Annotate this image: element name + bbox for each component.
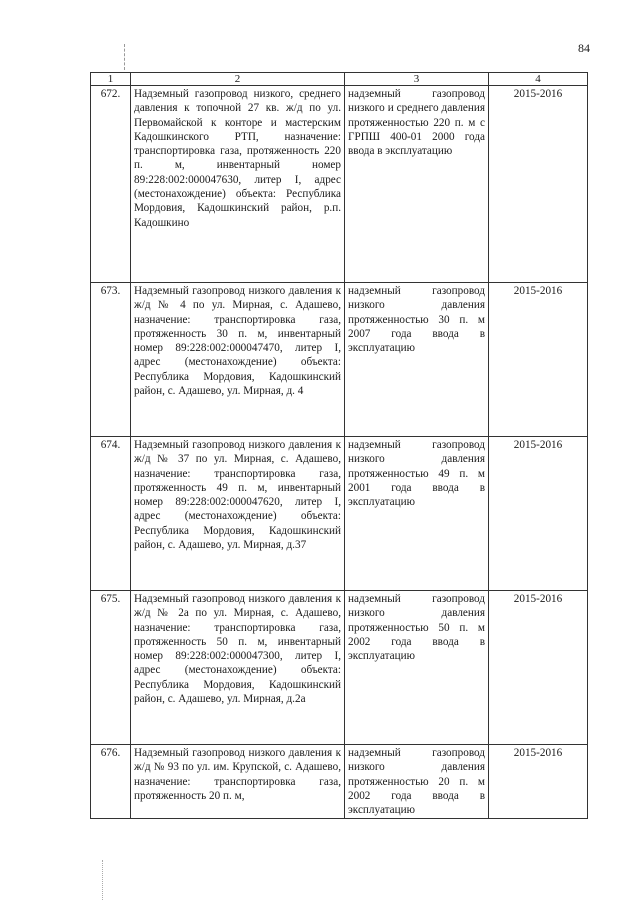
object-description: Надземный газопровод низкого давления к ж/д № 37 по ул. Мирная, с. Адашево, назначение: транспортировка газа, протяженность 49 п. м, инвентарный номер 89:228:002:000047620, литер I, адрес (местонахождение) объекта: Республика Мордовия, Кадошкинский район, с. Адашево, ул. Мирная, д.37 [131, 437, 345, 591]
period: 2015-2016 [489, 86, 588, 283]
column-header-2: 2 [131, 73, 345, 86]
period: 2015-2016 [489, 283, 588, 437]
table-row [91, 591, 588, 745]
table-row [91, 283, 588, 437]
object-characteristics: надземный газопровод низкого давления протяженностью 20 п. м 2002 года ввода в эксплуатацию [345, 745, 489, 819]
page-number: 84 [578, 41, 590, 55]
table-row [91, 86, 588, 283]
row-number: 676. [91, 745, 131, 819]
column-header-4: 4 [489, 73, 588, 86]
scan-margin-mark [124, 44, 126, 70]
object-characteristics: надземный газопровод низкого давления протяженностью 49 п. м 2001 года ввода в эксплуатацию [345, 437, 489, 591]
object-characteristics: надземный газопровод низкого и среднего давления протяженностью 220 п. м с ГРПШ 400-01 2000 года ввода в эксплуатацию [345, 86, 489, 283]
row-number: 675. [91, 591, 131, 745]
column-header-3: 3 [345, 73, 489, 86]
row-number: 672. [91, 86, 131, 283]
object-characteristics: надземный газопровод низкого давления протяженностью 50 п. м 2002 года ввода в эксплуатацию [345, 591, 489, 745]
row-number: 673. [91, 283, 131, 437]
object-description: Надземный газопровод низкого, среднего давления к топочной 27 кв. ж/д по ул. Первомайской к конторе и мастерским Кадошкинского РТП, назначение: транспортировка газа, протяженность 220 п. м, инвентарный номер 89:228:002:000047630, литер I, адрес (местонахождение) объекта: Республика Мордовия, Кадошкинский район, р.п. Кадошкино [131, 86, 345, 283]
row-number: 674. [91, 437, 131, 591]
period: 2015-2016 [489, 437, 588, 591]
object-description: Надземный газопровод низкого давления к ж/д № 4 по ул. Мирная, с. Адашево, назначение: транспортировка газа, протяженность 30 п. м, инвентарный номер 89:228:002:000047470, литер I, адрес (местонахождение) объекта: Республика Мордовия, Кадошкинский район, с. Адашево, ул. Мирная, д. 4 [131, 283, 345, 437]
object-description: Надземный газопровод низкого давления к ж/д № 93 по ул. им. Крупской, с. Адашево, назначение: транспортировка газа, протяженность 20 п. м, [131, 745, 345, 819]
period: 2015-2016 [489, 591, 588, 745]
registry-table [90, 72, 588, 819]
object-characteristics: надземный газопровод низкого давления протяженностью 30 п. м 2007 года ввода в эксплуатацию [345, 283, 489, 437]
header-row [91, 73, 588, 86]
column-header-1: 1 [91, 73, 131, 86]
margin-dots [102, 860, 117, 900]
table-row [91, 437, 588, 591]
table-row [91, 745, 588, 819]
period: 2015-2016 [489, 745, 588, 819]
object-description: Надземный газопровод низкого давления к ж/д № 2а по ул. Мирная, с. Адашево, назначение: транспортировка газа, протяженность 50 п. м, инвентарный номер 89:228:002:000047300, литер I, адрес (местонахождение) объекта: Республика Мордовия, Кадошкинский район, с. Адашево, ул. Мирная, д.2а [131, 591, 345, 745]
